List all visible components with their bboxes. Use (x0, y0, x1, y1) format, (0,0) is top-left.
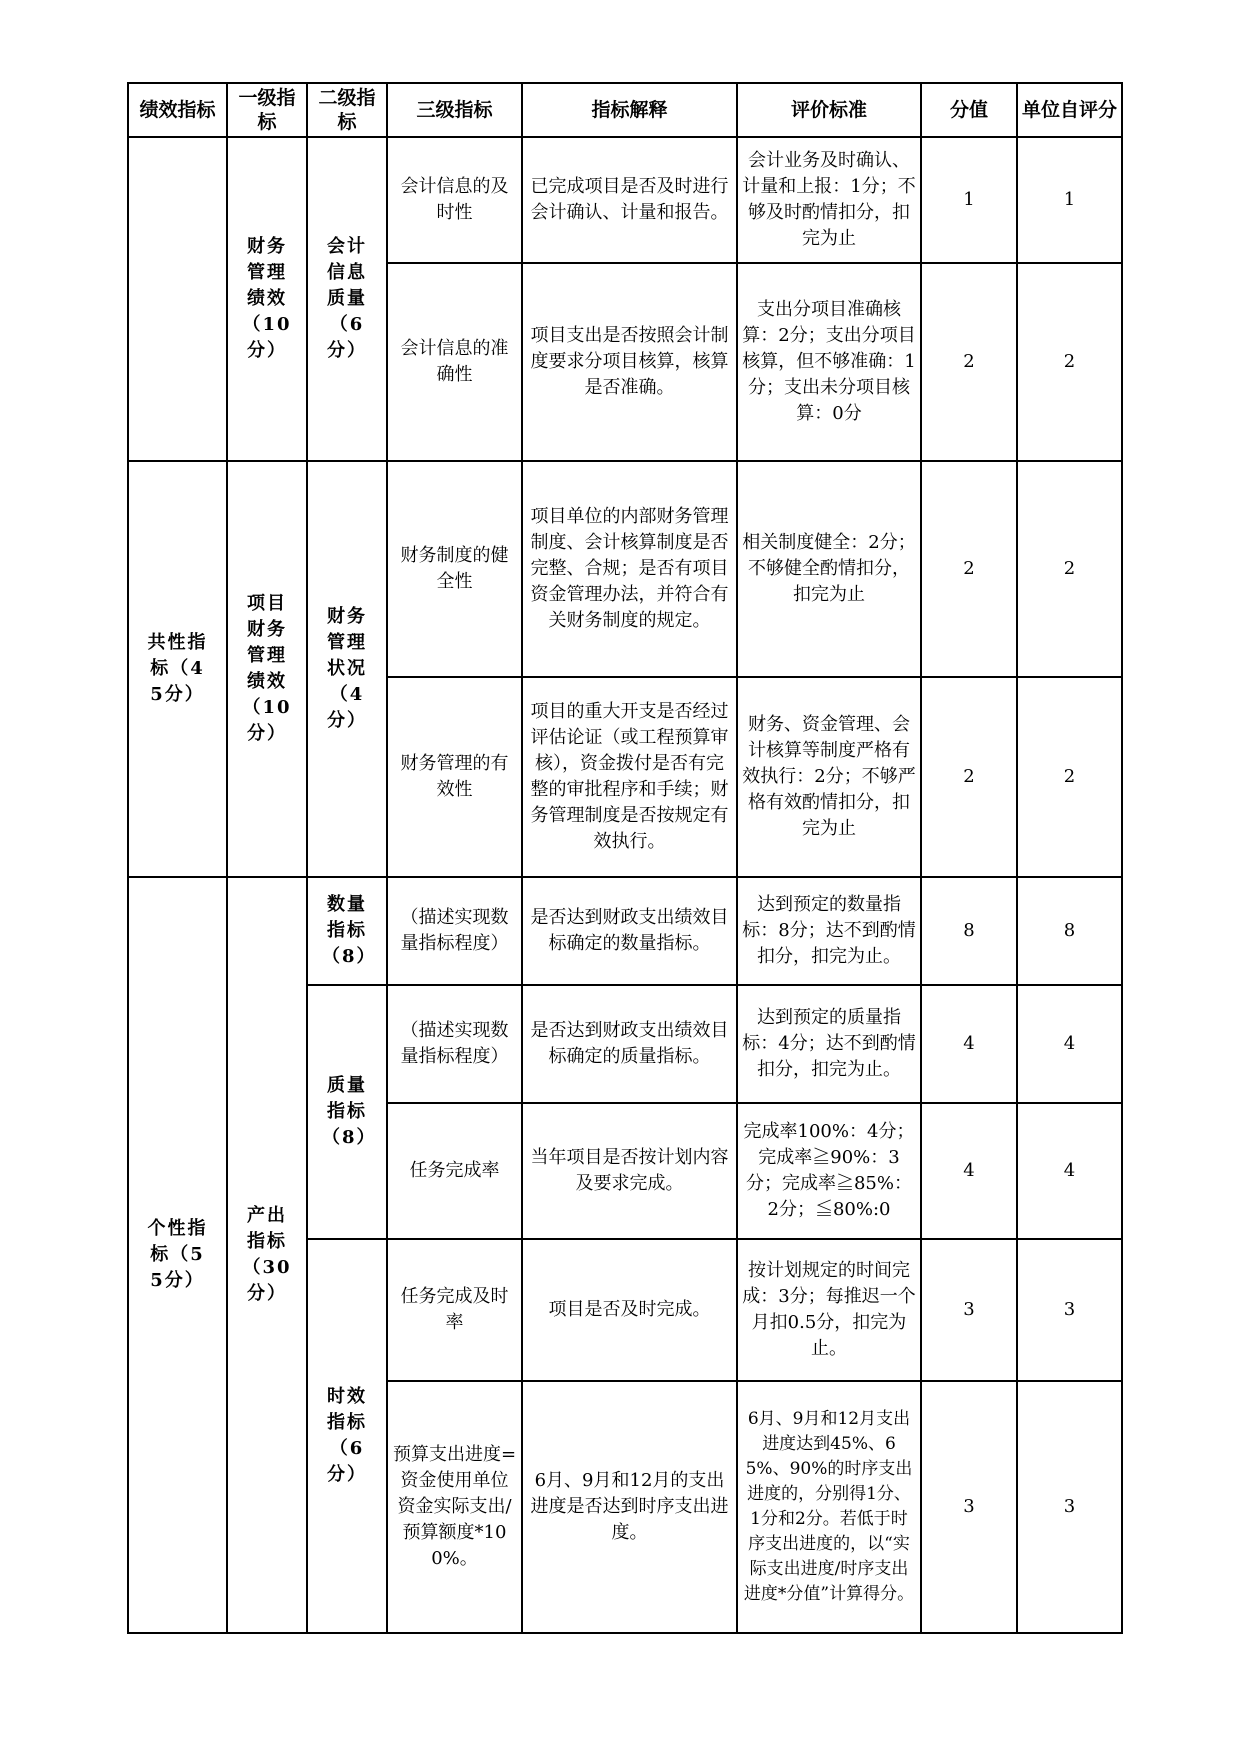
self-score-cell: 8 (1017, 877, 1122, 985)
explanation-cell: 项目支出是否按照会计制度要求分项目核算，核算是否准确。 (522, 263, 737, 461)
level3-cell: 任务完成率 (387, 1103, 522, 1239)
level3-cell: 会计信息的准确性 (387, 263, 522, 461)
self-score-cell: 2 (1017, 461, 1122, 677)
score-cell: 2 (921, 461, 1017, 677)
score-cell: 2 (921, 263, 1017, 461)
criteria-cell: 按计划规定的时间完成：3分；每推迟一个月扣0.5分，扣完为止。 (737, 1239, 921, 1381)
header-level2: 二级指标 (307, 83, 387, 137)
criteria-cell: 财务、资金管理、会计核算等制度严格有效执行：2分；不够严格有效酌情扣分，扣完为止 (737, 677, 921, 877)
level2-cell: 时效指标（6分） (307, 1239, 387, 1633)
criteria-cell: 相关制度健全：2分；不够健全酌情扣分，扣完为止 (737, 461, 921, 677)
criteria-cell: 完成率100%：4分；完成率≧90%：3分；完成率≧85%：2分；≦80%:0 (737, 1103, 921, 1239)
level3-cell: 财务制度的健全性 (387, 461, 522, 677)
performance-table (127, 82, 1123, 1634)
score-cell: 8 (921, 877, 1017, 985)
level2-cell: 财务管理状况（4分） (307, 461, 387, 877)
explanation-cell: 项目的重大开支是否经过评估论证（或工程预算审核），资金拨付是否有完整的审批程序和手续；财务管理制度是否按规定有效执行。 (522, 677, 737, 877)
explanation-cell: 当年项目是否按计划内容及要求完成。 (522, 1103, 737, 1239)
score-cell: 3 (921, 1381, 1017, 1633)
criteria-cell: 达到预定的数量指标：8分；达不到酌情扣分，扣完为止。 (737, 877, 921, 985)
level3-cell: 会计信息的及时性 (387, 137, 522, 263)
score-cell: 4 (921, 985, 1017, 1103)
table-row (128, 461, 1122, 677)
explanation-cell: 是否达到财政支出绩效目标确定的数量指标。 (522, 877, 737, 985)
self-score-cell: 3 (1017, 1239, 1122, 1381)
group-cell-individual: 个性指标（55分） (128, 877, 227, 1633)
criteria-cell: 达到预定的质量指标：4分；达不到酌情扣分，扣完为止。 (737, 985, 921, 1103)
self-score-cell: 2 (1017, 677, 1122, 877)
level3-cell: （描述实现数量指标程度） (387, 985, 522, 1103)
level2-cell: 数量指标（8） (307, 877, 387, 985)
header-level1: 一级指标 (227, 83, 307, 137)
header-performance-indicator: 绩效指标 (128, 83, 227, 137)
header-criteria: 评价标准 (737, 83, 921, 137)
score-cell: 3 (921, 1239, 1017, 1381)
group-cell-common: 共性指标（45分） (128, 461, 227, 877)
explanation-cell: 已完成项目是否及时进行会计确认、计量和报告。 (522, 137, 737, 263)
header-self-score: 单位自评分 (1017, 83, 1122, 137)
level2-cell: 质量指标（8） (307, 985, 387, 1239)
header-row (128, 83, 1122, 137)
header-score: 分值 (921, 83, 1017, 137)
level3-cell: 任务完成及时率 (387, 1239, 522, 1381)
level1-cell: 产出指标（30分） (227, 877, 307, 1633)
header-explanation: 指标解释 (522, 83, 737, 137)
score-cell: 1 (921, 137, 1017, 263)
level3-cell: 财务管理的有效性 (387, 677, 522, 877)
score-cell: 2 (921, 677, 1017, 877)
level1-cell: 财务管理绩效（10分） (227, 137, 307, 461)
criteria-cell: 支出分项目准确核算：2分；支出分项目核算，但不够准确：1分；支出未分项目核算：0分 (737, 263, 921, 461)
self-score-cell: 4 (1017, 1103, 1122, 1239)
table-row (128, 137, 1122, 263)
self-score-cell: 4 (1017, 985, 1122, 1103)
explanation-cell: 项目单位的内部财务管理制度、会计核算制度是否完整、合规；是否有项目资金管理办法，并符合有关财务制度的规定。 (522, 461, 737, 677)
group-cell-blank (128, 137, 227, 461)
explanation-cell: 是否达到财政支出绩效目标确定的质量指标。 (522, 985, 737, 1103)
level2-cell: 会计信息质量（6分） (307, 137, 387, 461)
score-cell: 4 (921, 1103, 1017, 1239)
criteria-cell: 6月、9月和12月支出进度达到45%、65%、90%的时序支出进度的，分别得1分、1分和2分。若低于时序支出进度的，以“实际支出进度/时序支出进度*分值”计算得分。 (737, 1381, 921, 1633)
explanation-cell: 6月、9月和12月的支出进度是否达到时序支出进度。 (522, 1381, 737, 1633)
table-row (128, 877, 1122, 985)
explanation-cell: 项目是否及时完成。 (522, 1239, 737, 1381)
level3-cell: （描述实现数量指标程度） (387, 877, 522, 985)
self-score-cell: 1 (1017, 137, 1122, 263)
self-score-cell: 3 (1017, 1381, 1122, 1633)
header-level3: 三级指标 (387, 83, 522, 137)
self-score-cell: 2 (1017, 263, 1122, 461)
criteria-cell: 会计业务及时确认、计量和上报：1分；不够及时酌情扣分，扣完为止 (737, 137, 921, 263)
level3-cell: 预算支出进度=资金使用单位资金实际支出/预算额度*100%。 (387, 1381, 522, 1633)
level1-cell: 项目财务管理绩效（10分） (227, 461, 307, 877)
